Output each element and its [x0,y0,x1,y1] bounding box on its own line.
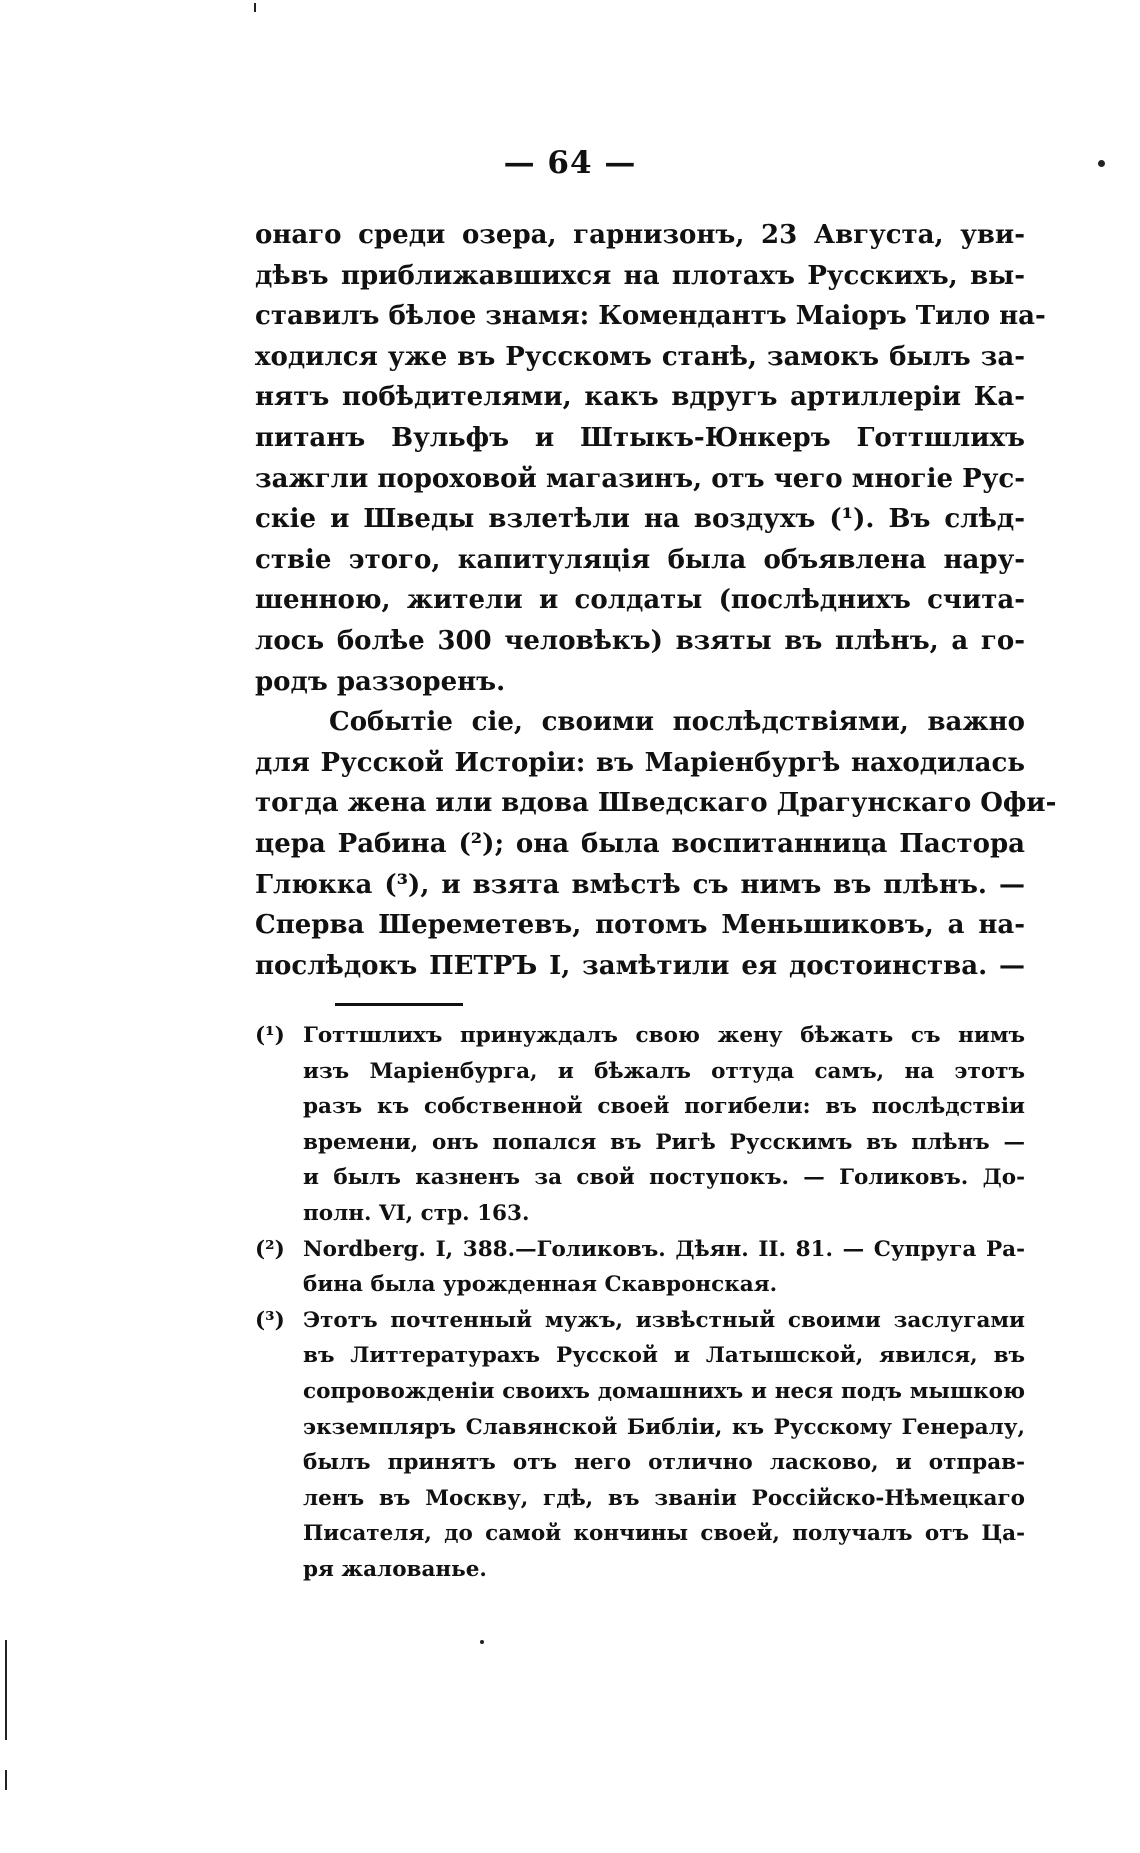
text-line: лось болѣе 300 человѣкъ) взяты въ плѣнъ, а го- [255,625,1025,656]
footnote-line: и былъ казненъ за свой поступокъ. — Голиковъ. До- [303,1165,1025,1191]
footnote-marker: (¹) [255,1023,285,1048]
scan-edge-line [5,1640,7,1740]
footnote-2 [255,1232,1025,1303]
footnote-divider [335,1003,463,1006]
footnote-line: былъ принятъ отъ него отлично ласково, и отправ- [303,1450,1025,1476]
text-line: дѣвъ приближавшихся на плотахъ Русскихъ, вы- [255,260,1025,291]
scan-speck [254,3,256,12]
footnote-3 [255,1303,1025,1588]
text-line: Событіе сіе, своими послѣдствіями, важно [329,707,1025,738]
text-line: для Русской Исторіи: въ Маріенбургѣ находилась [255,747,1025,778]
footnote-line: разъ къ собственной своей погибели: въ послѣдствіи [303,1094,1025,1120]
main-text [255,215,1057,986]
text-line: ставилъ бѣлое знамя: Комендантъ Маіоръ Тило на- [255,301,1046,332]
footnote-line: Этотъ почтенный мужъ, извѣстный своими заслугами [303,1307,1025,1333]
footnote-line: времени, онъ попался въ Ригѣ Русскимъ въ плѣнъ — [303,1129,1025,1155]
text-line: питанъ Вульфъ и Штыкъ-Юнкеръ Готтшлихъ [255,422,1025,453]
page-number: — 64 — [503,145,637,181]
text-line: зажгли пороховой магазинъ, отъ чего многіе Рус- [255,463,1025,494]
footnote-line: изъ Маріенбурга, и бѣжалъ оттуда самъ, на этотъ [303,1058,1025,1084]
scan-edge-line [5,1770,7,1790]
text-line: Глюкка (³), и взята вмѣстѣ съ нимъ въ плѣнъ. — [255,869,1025,900]
text-line: нятъ побѣдителями, какъ вдругъ артиллеріи Ка- [255,382,1025,413]
scan-speck [480,1640,484,1644]
footnote-marker: (²) [255,1236,285,1262]
text-line: ходился уже въ Русскомъ станѣ, замокъ былъ за- [255,341,1025,372]
footnote-line: полн. VI, стр. 163. [303,1200,530,1226]
footnote-line: Готтшлихъ принуждалъ свою жену бѣжать съ нимъ [303,1023,1025,1048]
text-line: цера Рабина (²); она была воспитанница Пастора [255,828,1025,859]
text-line: тогда жена или вдова Шведскаго Драгунскаго Офи- [255,788,1057,819]
text-line: онаго среди озера, гарнизонъ, 23 Августа, уви- [255,220,1025,250]
text-line: послѣдокъ ПЕТРЪ I, замѣтили ея достоинства. — [255,950,1025,981]
text-line: ствіе этого, капитуляція была объявлена нару- [255,544,1025,575]
footnote-line: сопровожденіи своихъ домашнихъ и неся подъ мышкою [303,1378,1025,1404]
scan-speck [1098,160,1105,167]
footnote-line: ря жалованье. [303,1556,487,1582]
footnote-line: ленъ въ Москву, гдѣ, въ званіи Россійско-Нѣмецкаго [303,1485,1025,1511]
footnote-line: Писателя, до самой кончины своей, получалъ отъ Ца- [303,1521,1025,1547]
text-line: скіе и Шведы взлетѣли на воздухъ (¹). Въ слѣд- [255,504,1025,535]
footnote-line: Nordberg. I, 388.—Голиковъ. Дѣян. II. 81. — Супруга Ра- [303,1236,1025,1262]
footnote-line: бина была урожденная Скавронская. [303,1272,778,1298]
text-line: родъ раззоренъ. [255,666,506,697]
footnotes [255,1018,1025,1588]
footnote-line: въ Литтературахъ Русской и Латышской, явился, въ [303,1343,1025,1369]
footnote-line: экземпляръ Славянской Библіи, къ Русскому Генералу, [303,1414,1025,1440]
footnote-marker: (³) [255,1307,285,1333]
footnote-1 [255,1018,1025,1232]
text-line: Сперва Шереметевъ, потомъ Меньшиковъ, а на- [255,910,1025,941]
text-line: шенною, жители и солдаты (послѣднихъ счита- [255,585,1025,616]
